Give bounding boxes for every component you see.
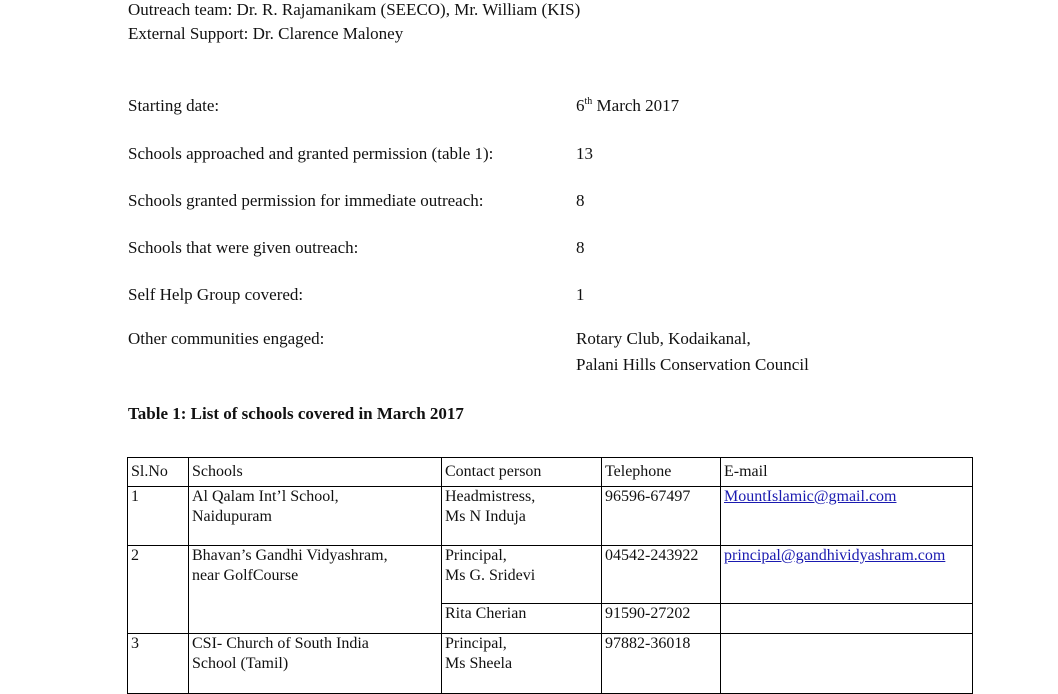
email-link[interactable]: MountIslamic@gmail.com: [724, 488, 897, 505]
other-communities-value-1: Rotary Club, Kodaikanal,: [576, 329, 751, 348]
cell-contact: Rita Cherian: [442, 604, 602, 634]
table-row: [128, 634, 973, 694]
col-header-telephone: Telephone: [602, 458, 721, 487]
cell-telephone: 96596-67497: [602, 487, 721, 546]
cell-email: [721, 546, 973, 604]
given-outreach-label: Schools that were given outreach:: [128, 238, 359, 257]
other-communities-value-2: Palani Hills Conservation Council: [576, 355, 809, 374]
table-row: [128, 487, 973, 546]
cell-school: CSI- Church of South India School (Tamil): [189, 634, 442, 694]
table-row: [128, 546, 973, 604]
schools-approached-value: 13: [576, 144, 593, 163]
cell-contact: Principal, Ms G. Sridevi: [442, 546, 602, 604]
cell-telephone: 91590-27202: [602, 604, 721, 634]
cell-contact: Headmistress, Ms N Induja: [442, 487, 602, 546]
table-caption: Table 1: List of schools covered in March 2017: [128, 404, 464, 423]
cell-slno: 1: [128, 487, 189, 546]
immediate-outreach-label: Schools granted permission for immediate outreach:: [128, 191, 484, 210]
self-help-group-value: 1: [576, 285, 585, 304]
other-communities-label: Other communities engaged:: [128, 329, 325, 348]
cell-slno: 2: [128, 546, 189, 634]
schools-table: [127, 457, 973, 694]
cell-contact: Principal, Ms Sheela: [442, 634, 602, 694]
outreach-team-line: Outreach team: Dr. R. Rajamanikam (SEECO), Mr. William (KIS): [128, 0, 581, 19]
schools-approached-label: Schools approached and granted permission (table 1):: [128, 144, 494, 163]
given-outreach-value: 8: [576, 238, 585, 257]
starting-date-label: Starting date:: [128, 96, 220, 115]
self-help-group-label: Self Help Group covered:: [128, 285, 304, 304]
cell-email: [721, 487, 973, 546]
external-support-line: External Support: Dr. Clarence Maloney: [128, 24, 404, 43]
starting-date-value: 6th March 2017: [576, 96, 680, 115]
col-header-email: E-mail: [721, 458, 973, 487]
cell-telephone: 04542-243922: [602, 546, 721, 604]
col-header-slno: Sl.No: [128, 458, 189, 487]
table-header-row: [128, 458, 973, 487]
immediate-outreach-value: 8: [576, 191, 585, 210]
cell-slno: 3: [128, 634, 189, 694]
cell-telephone: 97882-36018: [602, 634, 721, 694]
col-header-schools: Schools: [189, 458, 442, 487]
cell-school: Bhavan’s Gandhi Vidyashram, near GolfCourse: [189, 546, 442, 634]
cell-email: [721, 634, 973, 694]
email-link[interactable]: principal@gandhividyashram.com: [724, 547, 946, 564]
cell-school: Al Qalam Int’l School, Naidupuram: [189, 487, 442, 546]
cell-email: [721, 604, 973, 634]
col-header-contact: Contact person: [442, 458, 602, 487]
